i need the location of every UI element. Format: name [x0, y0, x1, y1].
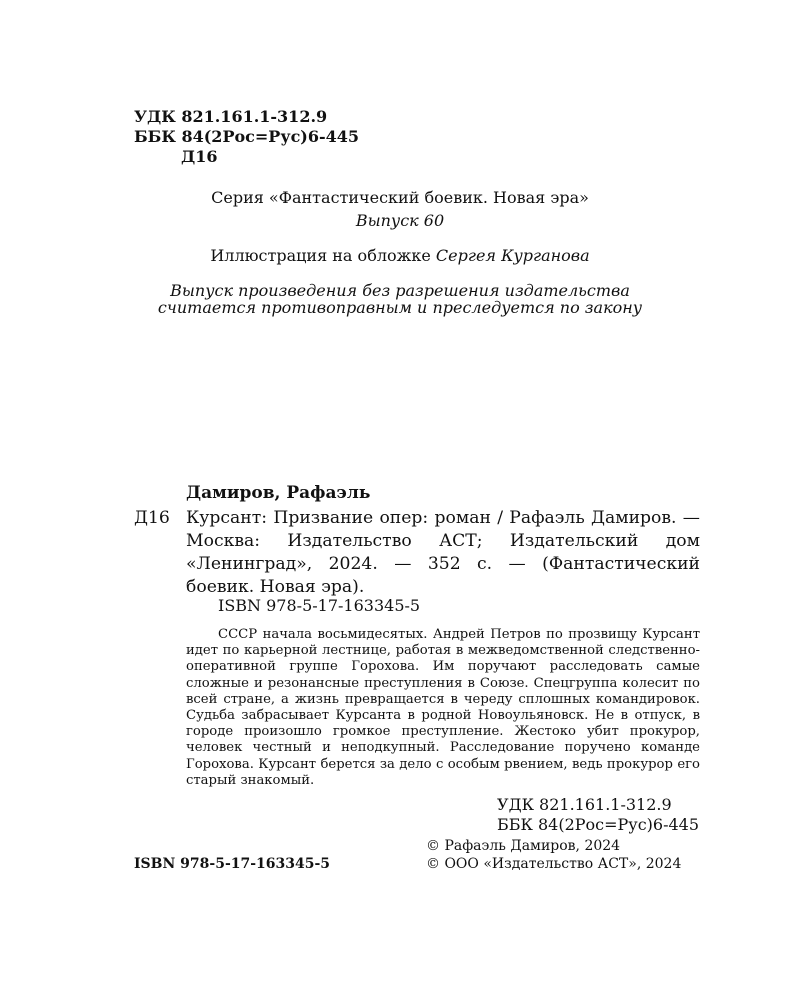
- illustration-artist: Сергея Курганова: [435, 246, 590, 265]
- copyright-publisher: © ООО «Издательство АСТ», 2024: [426, 856, 682, 872]
- bottom-isbn: ISBN 978-5-17-163345-5: [134, 856, 331, 872]
- annotation: [186, 627, 700, 789]
- annotation-text: СССР начала восьмидесятых. Андрей Петров по прозвищу Курсант идет по карьерной лестнице, работая в межведомственной следственно-оперативной группе Горохова. Им поручают расследовать самые сложные и резонансные преступления в Союзе. Спецгруппа колесит по всей стране, а жизнь превращается в череду сплошных командировок. Судьба забрасывает Курсанта в родной Новоульяновск. Не в отпуск, в городе произошло громкое преступление. Жестоко убит прокурор, человек честный и неподкупный. Расследование поручено команде Горохова. Курсант берется за дело с особым рвением, ведь прокурор его старый знакомый.: [186, 627, 700, 788]
- bottom-udk-code: УДК 821.161.1-312.9: [497, 795, 672, 814]
- series-title: Серия «Фантастический боевик. Новая эра»: [211, 188, 589, 207]
- catalog-description: [186, 507, 700, 599]
- bbk-code: ББК 84(2Рос=Рус)6-445: [134, 127, 360, 146]
- catalog-description-text: Курсант: Призвание опер: роман / Рафаэль Дамиров. — Москва: Издательство АСТ; Издательский дом «Ленинград», 2024. — 352 с. — (Фантастический боевик. Новая эра).: [186, 508, 700, 597]
- udk-code: УДК 821.161.1-312.9: [134, 107, 328, 126]
- author-sign-code: Д16: [181, 147, 218, 166]
- bottom-bbk-code: ББК 84(2Рос=Рус)6-445: [497, 815, 700, 834]
- catalog-author-heading: Дамиров, Рафаэль: [186, 483, 371, 503]
- illustration-prefix: Иллюстрация на обложке: [210, 246, 431, 265]
- copyright-author: © Рафаэль Дамиров, 2024: [426, 838, 621, 854]
- copyright-warning-line-1: Выпуск произведения без разрешения издательства: [170, 281, 630, 300]
- copyright-warning-line-2: считается противоправным и преследуется по закону: [157, 298, 643, 317]
- series-issue: Выпуск 60: [355, 211, 445, 230]
- catalog-isbn: ISBN 978-5-17-163345-5: [218, 596, 421, 615]
- catalog-sign: Д16: [134, 508, 170, 528]
- cover-illustration-credit: [0, 246, 800, 266]
